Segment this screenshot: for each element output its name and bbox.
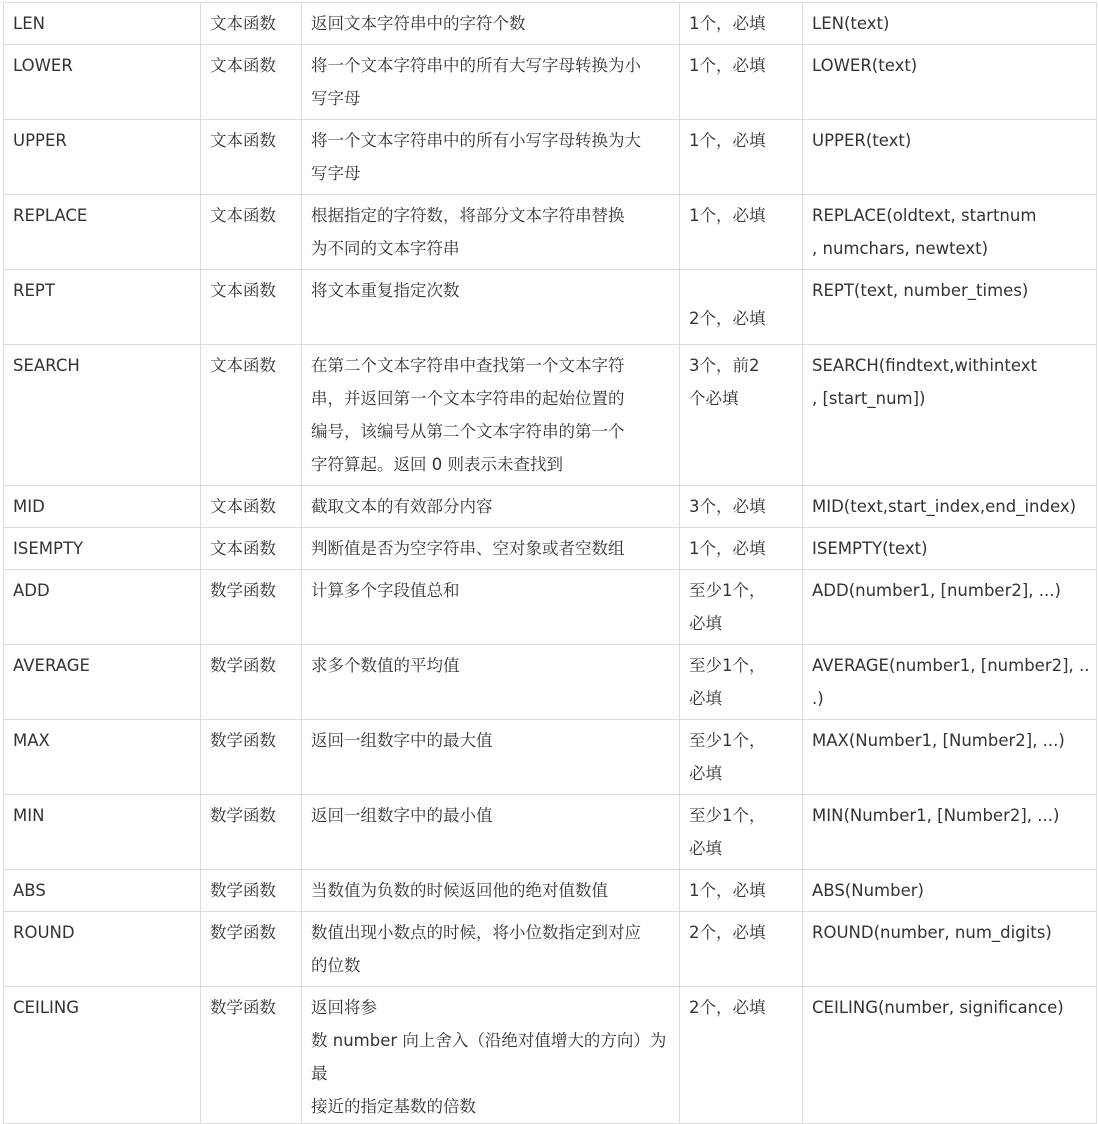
function-table-body [4,3,1097,1124]
function-category-cell [201,870,302,912]
table-row [4,195,1097,270]
function-description-cell [302,3,680,45]
function-syntax-text: ISEMPTY(text) [812,539,928,558]
function-description-cell [302,645,680,720]
table-row [4,795,1097,870]
function-params-text: 2个，必填 [689,998,766,1017]
function-syntax-text: REPLACE(oldtext, startnum , numchars, newtext) [812,206,1037,258]
function-name-cell [4,120,201,195]
function-description-text: 根据指定的字符数，将部分文本字符串替换 为不同的文本字符串 [311,206,625,258]
function-params-cell [680,270,803,345]
function-syntax-cell [803,987,1097,1124]
table-row [4,345,1097,486]
function-name-cell [4,870,201,912]
function-syntax-cell [803,270,1097,345]
function-name-text: ADD [13,581,50,600]
function-syntax-text: MID(text,start_index,end_index) [812,497,1077,516]
function-category-cell [201,270,302,345]
table-row [4,870,1097,912]
function-syntax-cell [803,3,1097,45]
table-row [4,570,1097,645]
function-syntax-text: LOWER(text) [812,56,918,75]
function-name-text: MAX [13,731,50,750]
function-category-cell [201,645,302,720]
function-category-cell [201,912,302,987]
function-description-text: 截取文本的有效部分内容 [311,497,493,516]
table-row [4,912,1097,987]
function-params-text: 1个，必填 [689,206,766,225]
function-syntax-cell [803,345,1097,486]
function-description-cell [302,570,680,645]
function-name-cell [4,345,201,486]
function-name-text: ROUND [13,923,75,942]
function-category-text: 数学函数 [210,806,276,825]
function-params-text: 2个，必填 [689,309,766,328]
function-syntax-cell [803,570,1097,645]
function-description-cell [302,45,680,120]
function-syntax-text: REPT(text, number_times) [812,281,1029,300]
function-params-cell [680,120,803,195]
function-name-cell [4,570,201,645]
function-syntax-text: ROUND(number, num_digits) [812,923,1052,942]
function-syntax-cell [803,720,1097,795]
function-description-cell [302,270,680,345]
function-description-text: 求多个数值的平均值 [311,656,460,675]
function-params-cell [680,528,803,570]
function-category-text: 文本函数 [210,14,276,33]
function-category-text: 文本函数 [210,131,276,150]
function-category-cell [201,345,302,486]
table-row [4,645,1097,720]
function-category-cell [201,528,302,570]
function-name-text: CEILING [13,998,79,1017]
function-params-text: 至少1个， 必填 [689,806,766,858]
function-syntax-text: UPPER(text) [812,131,912,150]
function-params-cell [680,870,803,912]
function-params-text: 2个，必填 [689,923,766,942]
function-params-cell [680,3,803,45]
table-row [4,720,1097,795]
function-category-cell [201,45,302,120]
function-syntax-text: MIN(Number1, [Number2], ...) [812,806,1060,825]
function-category-text: 数学函数 [210,881,276,900]
function-description-text: 在第二个文本字符串中查找第一个文本字符 串，并返回第一个文本字符串的起始位置的 编号，该编号从第二个文本字符串的第一个 字符算起。返回 0 则表示未查找到 [311,356,625,474]
function-category-text: 文本函数 [210,539,276,558]
function-syntax-text: LEN(text) [812,14,890,33]
function-category-text: 文本函数 [210,206,276,225]
function-table [3,2,1097,1124]
function-syntax-cell [803,870,1097,912]
function-syntax-text: CEILING(number, significance) [812,998,1064,1017]
function-name-cell [4,486,201,528]
function-params-text: 1个，必填 [689,539,766,558]
function-category-text: 数学函数 [210,656,276,675]
function-params-cell [680,987,803,1124]
function-category-text: 文本函数 [210,56,276,75]
function-syntax-cell [803,120,1097,195]
table-row [4,486,1097,528]
function-syntax-text: AVERAGE(number1, [number2], .. .) [812,656,1090,708]
function-name-text: REPLACE [13,206,88,225]
function-name-text: MIN [13,806,45,825]
function-name-cell [4,528,201,570]
function-params-text: 1个，必填 [689,14,766,33]
function-syntax-cell [803,45,1097,120]
function-name-text: ABS [13,881,46,900]
function-params-text: 1个，必填 [689,881,766,900]
function-category-cell [201,720,302,795]
function-description-text: 返回将参 数 number 向上舍入（沿绝对值增大的方向）为最 接近的指定基数的倍数 [311,998,667,1116]
table-row [4,45,1097,120]
function-syntax-text: ABS(Number) [812,881,924,900]
table-row [4,528,1097,570]
table-row [4,270,1097,345]
function-name-text: ISEMPTY [13,539,84,558]
function-description-cell [302,912,680,987]
function-description-text: 将一个文本字符串中的所有小写字母转换为大 写字母 [311,131,641,183]
function-category-cell [201,486,302,528]
function-name-text: LOWER [13,56,73,75]
function-category-text: 数学函数 [210,581,276,600]
function-params-cell [680,720,803,795]
function-syntax-text: ADD(number1, [number2], ...) [812,581,1061,600]
function-name-cell [4,720,201,795]
function-category-cell [201,195,302,270]
function-category-cell [201,795,302,870]
function-category-cell [201,570,302,645]
function-name-cell [4,912,201,987]
function-category-cell [201,120,302,195]
function-name-text: UPPER [13,131,67,150]
function-name-cell [4,987,201,1124]
function-name-text: REPT [13,281,55,300]
function-params-cell [680,195,803,270]
function-syntax-cell [803,645,1097,720]
function-name-text: LEN [13,14,45,33]
function-params-text: 至少1个， 必填 [689,656,766,708]
function-description-text: 返回一组数字中的最小值 [311,806,493,825]
function-params-text: 1个，必填 [689,56,766,75]
function-name-cell [4,45,201,120]
function-description-cell [302,870,680,912]
function-syntax-cell [803,486,1097,528]
function-params-cell [680,795,803,870]
function-category-text: 文本函数 [210,497,276,516]
function-description-cell [302,795,680,870]
function-name-cell [4,270,201,345]
function-description-text: 计算多个字段值总和 [311,581,460,600]
function-description-text: 将一个文本字符串中的所有大写字母转换为小 写字母 [311,56,641,108]
function-description-cell [302,987,680,1124]
function-params-text: 3个，必填 [689,497,766,516]
function-syntax-text: SEARCH(findtext,withintext , [start_num]) [812,356,1037,408]
function-params-cell [680,570,803,645]
function-name-cell [4,795,201,870]
function-description-cell [302,345,680,486]
function-params-text: 至少1个， 必填 [689,581,766,633]
table-row [4,3,1097,45]
function-name-cell [4,3,201,45]
function-params-cell [680,912,803,987]
function-category-cell [201,987,302,1124]
function-syntax-text: MAX(Number1, [Number2], ...) [812,731,1065,750]
function-params-cell [680,45,803,120]
function-category-cell [201,3,302,45]
function-name-text: MID [13,497,45,516]
function-name-text: AVERAGE [13,656,90,675]
function-description-cell [302,528,680,570]
function-syntax-cell [803,528,1097,570]
function-category-text: 文本函数 [210,356,276,375]
function-description-cell [302,120,680,195]
function-category-text: 数学函数 [210,923,276,942]
function-description-text: 当数值为负数的时候返回他的绝对值数值 [311,881,608,900]
function-name-cell [4,195,201,270]
function-description-text: 返回文本字符串中的字符个数 [311,14,526,33]
function-syntax-cell [803,795,1097,870]
function-params-cell [680,345,803,486]
function-params-text: 3个，前2 个必填 [689,356,760,408]
function-category-text: 数学函数 [210,731,276,750]
function-description-text: 返回一组数字中的最大值 [311,731,493,750]
function-params-text: 1个，必填 [689,131,766,150]
function-description-cell [302,195,680,270]
function-syntax-cell [803,912,1097,987]
function-description-cell [302,486,680,528]
table-row [4,987,1097,1124]
function-name-text: SEARCH [13,356,80,375]
function-params-cell [680,486,803,528]
function-params-cell [680,645,803,720]
table-row [4,120,1097,195]
function-category-text: 数学函数 [210,998,276,1017]
function-category-text: 文本函数 [210,281,276,300]
function-description-text: 将文本重复指定次数 [311,281,460,300]
function-syntax-cell [803,195,1097,270]
function-description-cell [302,720,680,795]
function-description-text: 判断值是否为空字符串、空对象或者空数组 [311,539,625,558]
function-description-text: 数值出现小数点的时候，将小位数指定到对应 的位数 [311,923,641,975]
function-params-text: 至少1个， 必填 [689,731,766,783]
function-name-cell [4,645,201,720]
